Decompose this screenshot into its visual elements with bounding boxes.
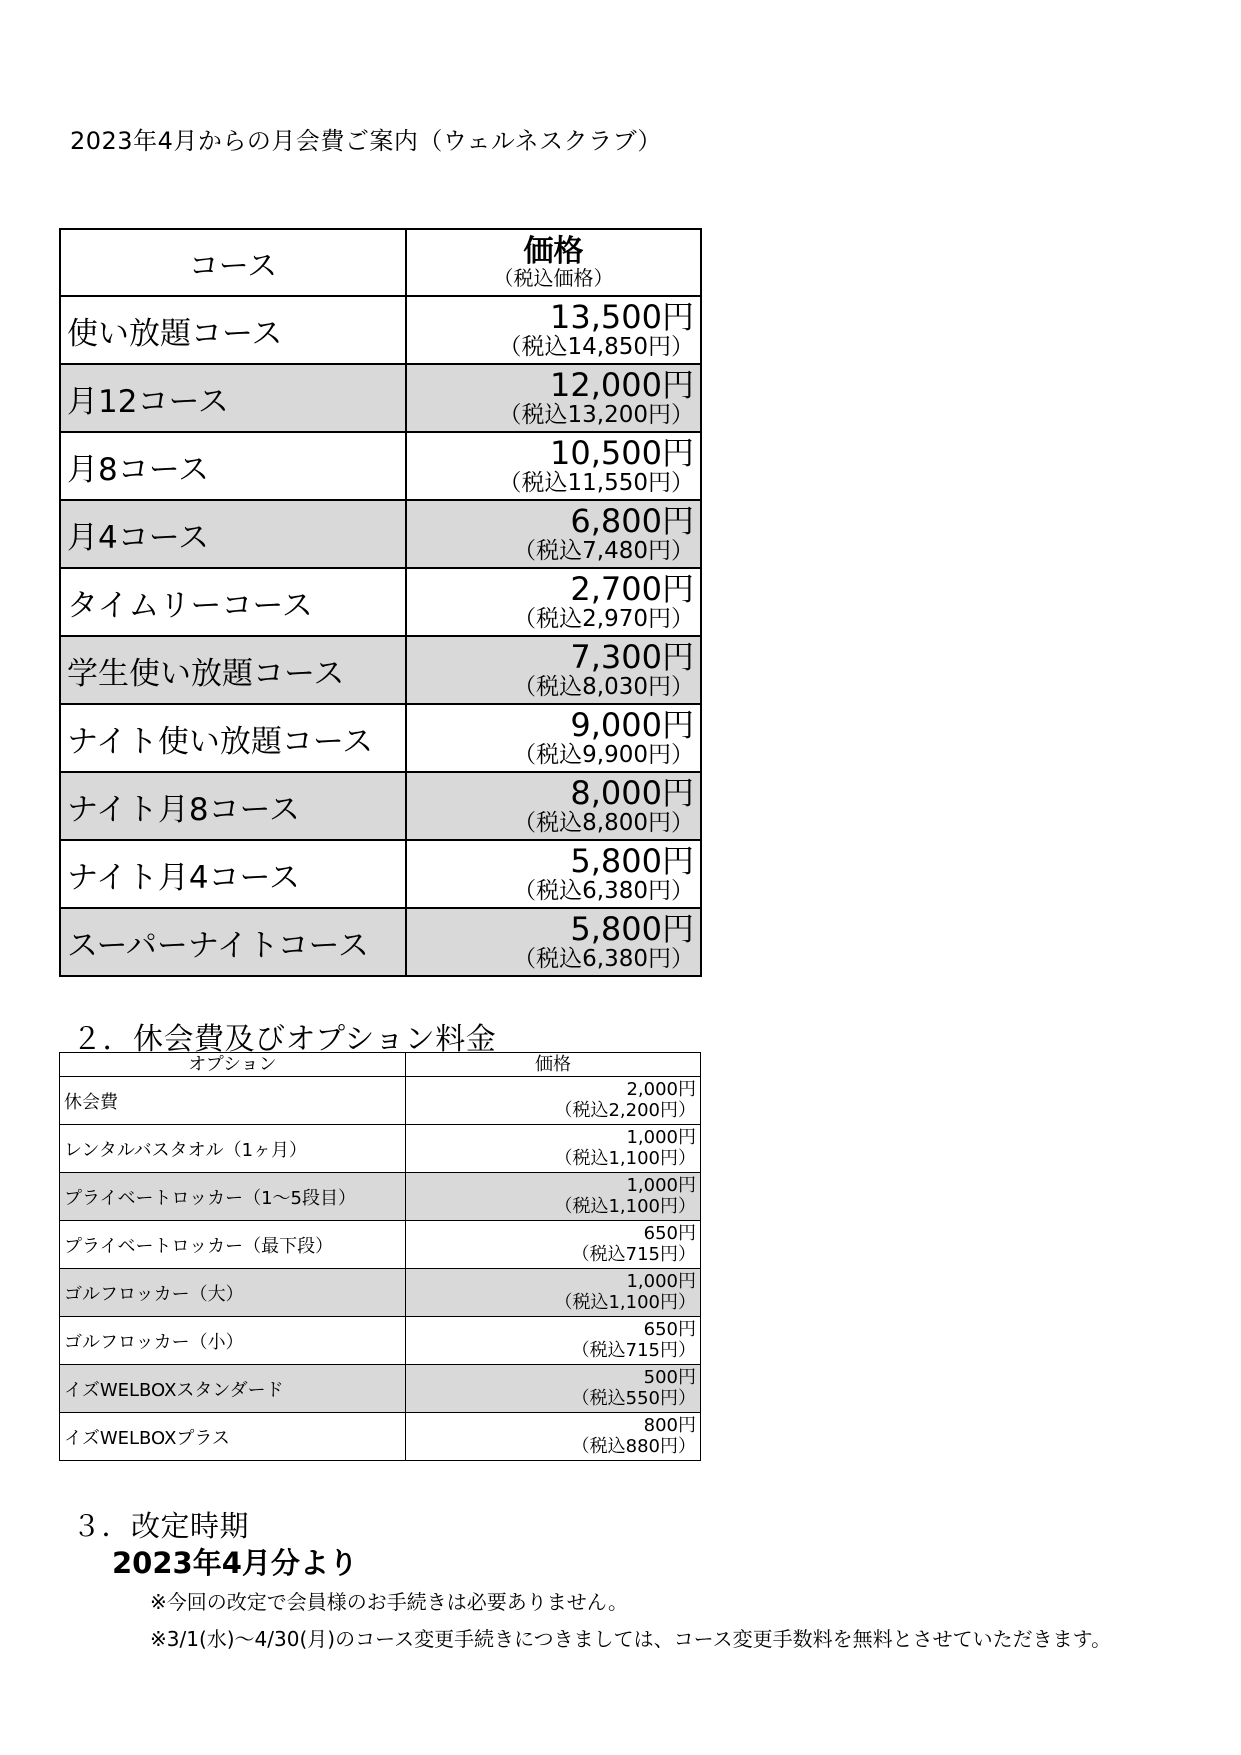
item-name: 使い放題コース xyxy=(60,296,406,364)
option-row xyxy=(60,1317,701,1365)
course-row xyxy=(60,704,701,772)
course-row xyxy=(60,636,701,704)
item-price-tax-included: （税込7,480円） xyxy=(513,538,694,564)
section3-heading: ３．改定時期 xyxy=(72,1509,250,1543)
item-price-cell xyxy=(406,432,701,500)
item-price: 1,000円 xyxy=(626,1270,696,1292)
item-name: タイムリーコース xyxy=(60,568,406,636)
item-price-tax-included: （税込8,030円） xyxy=(513,674,694,700)
item-price: 650円 xyxy=(643,1222,696,1244)
course-row xyxy=(60,432,701,500)
option-row xyxy=(60,1173,701,1221)
revision-date: 2023年4月分より xyxy=(112,1546,358,1580)
item-price-tax-included: （税込880円） xyxy=(571,1435,696,1457)
option-row xyxy=(60,1221,701,1269)
item-price-tax-included: （税込2,970円） xyxy=(513,606,694,632)
item-name: 学生使い放題コース xyxy=(60,636,406,704)
note-no-procedure: ※今回の改定で会員様のお手続きは必要ありません。 xyxy=(150,1590,628,1614)
item-name: 休会費 xyxy=(60,1077,406,1125)
item-price-tax-included: （税込14,850円） xyxy=(498,334,694,360)
item-name: スーパーナイトコース xyxy=(60,908,406,976)
course-row xyxy=(60,568,701,636)
header-option: オプション xyxy=(60,1053,406,1077)
course-row xyxy=(60,296,701,364)
item-price-cell xyxy=(406,568,701,636)
item-price-cell xyxy=(406,1077,701,1125)
item-price-tax-included: （税込715円） xyxy=(571,1243,696,1265)
item-name: レンタルバスタオル（1ヶ月） xyxy=(60,1125,406,1173)
item-price-tax-included: （税込9,900円） xyxy=(513,742,694,768)
item-price-cell xyxy=(406,636,701,704)
header-option-price: 価格 xyxy=(406,1053,701,1077)
course-row xyxy=(60,840,701,908)
item-price: 9,000円 xyxy=(570,706,694,744)
item-price: 7,300円 xyxy=(570,638,694,676)
item-price: 2,700円 xyxy=(570,570,694,608)
item-price-cell xyxy=(406,840,701,908)
item-name: ゴルフロッカー（大） xyxy=(60,1269,406,1317)
item-name: プライベートロッカー（最下段） xyxy=(60,1221,406,1269)
option-row xyxy=(60,1365,701,1413)
item-price: 12,000円 xyxy=(550,366,694,404)
item-price-cell xyxy=(406,1173,701,1221)
item-name: ナイト使い放題コース xyxy=(60,704,406,772)
item-price-tax-included: （税込6,380円） xyxy=(513,946,694,972)
option-row xyxy=(60,1269,701,1317)
item-price-tax-included: （税込13,200円） xyxy=(498,402,694,428)
course-row xyxy=(60,364,701,432)
item-name: 月8コース xyxy=(60,432,406,500)
section2-heading: ２．休会費及びオプション料金 xyxy=(72,1022,497,1057)
item-price-cell xyxy=(406,1221,701,1269)
header-price-label: 価格 xyxy=(523,234,584,270)
item-price-cell xyxy=(406,908,701,976)
note-fee-waiver: ※3/1(水)～4/30(月)のコース変更手続きにつきましては、コース変更手数料を無料とさせていただきます。 xyxy=(150,1627,1112,1651)
page-title: 2023年4月からの月会費ご案内（ウェルネスクラブ） xyxy=(70,127,662,155)
item-price: 5,800円 xyxy=(570,842,694,880)
item-price: 1,000円 xyxy=(626,1174,696,1196)
course-row xyxy=(60,500,701,568)
item-price: 6,800円 xyxy=(570,502,694,540)
item-name: ナイト月8コース xyxy=(60,772,406,840)
item-name: 月4コース xyxy=(60,500,406,568)
item-price-cell xyxy=(406,1269,701,1317)
item-price-tax-included: （税込1,100円） xyxy=(554,1147,696,1169)
item-price: 500円 xyxy=(643,1366,696,1388)
course-row xyxy=(60,772,701,840)
item-price-tax-included: （税込11,550円） xyxy=(498,470,694,496)
item-price-cell xyxy=(406,1317,701,1365)
item-name: ゴルフロッカー（小） xyxy=(60,1317,406,1365)
course-table-header xyxy=(60,229,701,296)
item-price-cell xyxy=(406,1125,701,1173)
option-table-header xyxy=(60,1053,701,1077)
item-name: ナイト月4コース xyxy=(60,840,406,908)
option-row xyxy=(60,1125,701,1173)
item-price: 5,800円 xyxy=(570,910,694,948)
header-course: コース xyxy=(60,229,406,296)
item-price-cell xyxy=(406,772,701,840)
course-price-table xyxy=(59,228,702,977)
item-price-cell xyxy=(406,296,701,364)
item-price: 800円 xyxy=(643,1414,696,1436)
item-price-cell xyxy=(406,500,701,568)
header-price xyxy=(406,229,701,296)
item-price: 8,000円 xyxy=(570,774,694,812)
item-price-tax-included: （税込2,200円） xyxy=(554,1099,696,1121)
item-price: 13,500円 xyxy=(550,298,694,336)
item-price: 1,000円 xyxy=(626,1126,696,1148)
item-price-tax-included: （税込6,380円） xyxy=(513,878,694,904)
item-price-cell xyxy=(406,1365,701,1413)
header-price-sub: （税込価格） xyxy=(493,265,614,290)
item-price-cell xyxy=(406,1413,701,1461)
item-name: 月12コース xyxy=(60,364,406,432)
item-price: 2,000円 xyxy=(626,1078,696,1100)
item-price: 10,500円 xyxy=(550,434,694,472)
item-name: プライベートロッカー（1～5段目） xyxy=(60,1173,406,1221)
item-price-tax-included: （税込715円） xyxy=(571,1339,696,1361)
course-row xyxy=(60,908,701,976)
option-row xyxy=(60,1077,701,1125)
item-price-tax-included: （税込8,800円） xyxy=(513,810,694,836)
item-price-tax-included: （税込1,100円） xyxy=(554,1195,696,1217)
item-name: イズWELBOXスタンダード xyxy=(60,1365,406,1413)
item-price-tax-included: （税込550円） xyxy=(571,1387,696,1409)
option-price-table xyxy=(59,1052,701,1461)
item-price-cell xyxy=(406,364,701,432)
item-price-cell xyxy=(406,704,701,772)
option-row xyxy=(60,1413,701,1461)
item-price-tax-included: （税込1,100円） xyxy=(554,1291,696,1313)
item-name: イズWELBOXプラス xyxy=(60,1413,406,1461)
item-price: 650円 xyxy=(643,1318,696,1340)
